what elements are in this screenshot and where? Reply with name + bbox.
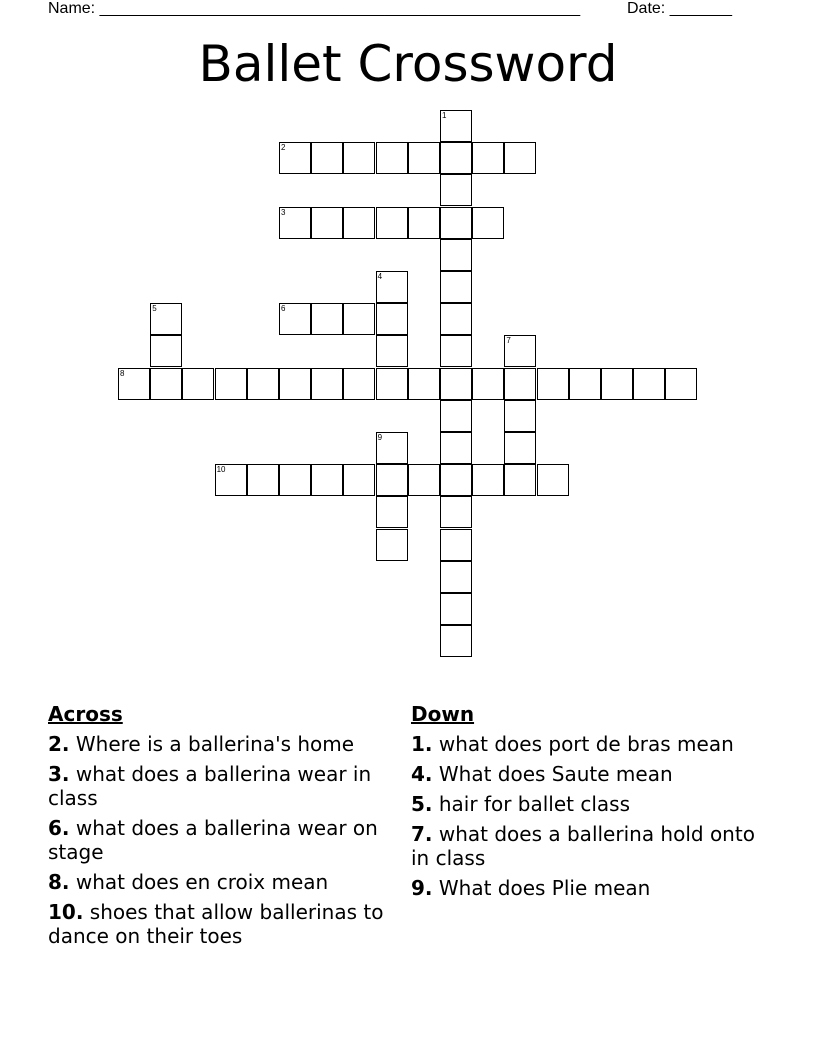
crossword-cell[interactable] bbox=[311, 142, 343, 174]
crossword-cell[interactable] bbox=[376, 207, 408, 239]
crossword-cell[interactable] bbox=[440, 239, 472, 271]
crossword-cell[interactable] bbox=[537, 368, 569, 400]
crossword-cell[interactable] bbox=[440, 110, 472, 142]
clue-text: hair for ballet class bbox=[438, 792, 631, 816]
crossword-cell[interactable] bbox=[343, 368, 375, 400]
cell-number: 4 bbox=[377, 272, 383, 281]
crossword-cell[interactable] bbox=[601, 368, 633, 400]
crossword-cell[interactable] bbox=[504, 142, 536, 174]
clue-number: 7. bbox=[411, 822, 433, 846]
crossword-cell[interactable] bbox=[504, 368, 536, 400]
cell-number: 6 bbox=[281, 304, 286, 314]
crossword-cell[interactable] bbox=[376, 142, 408, 174]
crossword-cell[interactable] bbox=[440, 271, 472, 303]
clue-down-9 bbox=[411, 876, 756, 900]
crossword-cell[interactable] bbox=[150, 335, 182, 367]
clue-number: 5. bbox=[411, 792, 433, 816]
clue-text: what does a ballerina wear in class bbox=[48, 762, 372, 810]
clue-across-6 bbox=[48, 816, 393, 864]
clue-number: 4. bbox=[411, 762, 433, 786]
clue-text: what does en croix mean bbox=[75, 870, 329, 894]
clue-number: 3. bbox=[48, 762, 70, 786]
crossword-cell[interactable] bbox=[182, 368, 214, 400]
clue-number: 10. bbox=[48, 900, 84, 924]
crossword-cell[interactable] bbox=[376, 464, 408, 496]
crossword-cell[interactable] bbox=[215, 464, 247, 496]
cell-number: 3 bbox=[281, 207, 286, 217]
crossword-cell[interactable] bbox=[440, 625, 472, 657]
cell-number: 5 bbox=[152, 304, 157, 314]
crossword-cell[interactable] bbox=[440, 303, 472, 335]
crossword-cell[interactable] bbox=[440, 368, 472, 400]
crossword-cell[interactable] bbox=[408, 464, 440, 496]
clue-text: what does a ballerina wear on stage bbox=[48, 816, 378, 864]
clue-text: shoes that allow ballerinas to dance on their toes bbox=[48, 900, 384, 948]
clue-number: 1. bbox=[411, 732, 433, 756]
clue-text: what does port de bras mean bbox=[438, 732, 734, 756]
crossword-cell[interactable] bbox=[279, 142, 311, 174]
crossword-cell[interactable] bbox=[247, 464, 279, 496]
clue-down-4 bbox=[411, 762, 756, 786]
crossword-cell[interactable] bbox=[440, 174, 472, 206]
crossword-cell[interactable] bbox=[440, 496, 472, 528]
crossword-cell[interactable] bbox=[279, 303, 311, 335]
cell-number: 9 bbox=[377, 433, 383, 442]
crossword-cell[interactable] bbox=[343, 142, 375, 174]
cell-number: 10 bbox=[216, 465, 226, 475]
crossword-cell[interactable] bbox=[440, 432, 472, 464]
crossword-cell[interactable] bbox=[504, 335, 536, 367]
crossword-cell[interactable] bbox=[343, 207, 375, 239]
clue-across-3 bbox=[48, 762, 393, 810]
crossword-cell[interactable] bbox=[440, 561, 472, 593]
crossword-cell[interactable] bbox=[408, 142, 440, 174]
down-clues bbox=[411, 702, 756, 906]
crossword-cell[interactable] bbox=[376, 432, 408, 464]
crossword-cell[interactable] bbox=[504, 432, 536, 464]
crossword-cell[interactable] bbox=[440, 142, 472, 174]
crossword-cell[interactable] bbox=[215, 368, 247, 400]
crossword-cell[interactable] bbox=[343, 464, 375, 496]
crossword-cell[interactable] bbox=[408, 207, 440, 239]
crossword-cell[interactable] bbox=[472, 207, 504, 239]
crossword-cell[interactable] bbox=[279, 207, 311, 239]
cell-number: 2 bbox=[281, 143, 286, 153]
crossword-cell[interactable] bbox=[440, 335, 472, 367]
crossword-cell[interactable] bbox=[279, 368, 311, 400]
cell-number: 7 bbox=[506, 336, 511, 346]
name-field-line[interactable]: Name: ______________________________________________________ bbox=[48, 0, 581, 17]
clue-down-5 bbox=[411, 792, 756, 816]
crossword-cell[interactable] bbox=[440, 464, 472, 496]
crossword-cell[interactable] bbox=[408, 368, 440, 400]
crossword-cell[interactable] bbox=[440, 400, 472, 432]
crossword-cell[interactable] bbox=[311, 303, 343, 335]
clue-text: What does Saute mean bbox=[438, 762, 673, 786]
across-clues bbox=[48, 702, 393, 954]
crossword-cell[interactable] bbox=[633, 368, 665, 400]
crossword-cell[interactable] bbox=[247, 368, 279, 400]
crossword-cell[interactable] bbox=[279, 464, 311, 496]
crossword-cell[interactable] bbox=[376, 368, 408, 400]
clue-text: What does Plie mean bbox=[438, 876, 651, 900]
crossword-cell[interactable] bbox=[440, 529, 472, 561]
crossword-cell[interactable] bbox=[504, 400, 536, 432]
crossword-cell[interactable] bbox=[472, 368, 504, 400]
crossword-cell[interactable] bbox=[569, 368, 601, 400]
crossword-cell[interactable] bbox=[440, 593, 472, 625]
clue-down-1 bbox=[411, 732, 756, 756]
clue-number: 2. bbox=[48, 732, 70, 756]
clue-text: what does a ballerina hold onto in class bbox=[411, 822, 755, 870]
clue-down-7 bbox=[411, 822, 756, 870]
date-field-line[interactable]: Date: _______ bbox=[627, 0, 732, 17]
cell-number: 1 bbox=[442, 111, 447, 120]
clue-across-8 bbox=[48, 870, 393, 894]
crossword-cell[interactable] bbox=[311, 207, 343, 239]
crossword-cell[interactable] bbox=[343, 303, 375, 335]
across-heading: Across bbox=[48, 702, 123, 726]
crossword-cell[interactable] bbox=[118, 368, 150, 400]
crossword-cell[interactable] bbox=[440, 207, 472, 239]
clue-across-2 bbox=[48, 732, 393, 756]
crossword-cell[interactable] bbox=[376, 303, 408, 335]
crossword-cell[interactable] bbox=[665, 368, 697, 400]
crossword-cell[interactable] bbox=[311, 464, 343, 496]
crossword-cell[interactable] bbox=[376, 529, 408, 561]
crossword-cell[interactable] bbox=[376, 496, 408, 528]
crossword-cell[interactable] bbox=[504, 464, 536, 496]
clue-text: Where is a ballerina's home bbox=[75, 732, 355, 756]
crossword-cell[interactable] bbox=[537, 464, 569, 496]
crossword-cell[interactable] bbox=[472, 142, 504, 174]
crossword-cell[interactable] bbox=[376, 271, 408, 303]
crossword-cell[interactable] bbox=[472, 464, 504, 496]
clue-across-10 bbox=[48, 900, 393, 948]
crossword-cell[interactable] bbox=[311, 368, 343, 400]
down-heading: Down bbox=[411, 702, 475, 726]
crossword-cell[interactable] bbox=[376, 335, 408, 367]
cell-number: 8 bbox=[120, 368, 125, 378]
clue-number: 9. bbox=[411, 876, 433, 900]
clue-number: 8. bbox=[48, 870, 70, 894]
crossword-cell[interactable] bbox=[150, 303, 182, 335]
clue-number: 6. bbox=[48, 816, 70, 840]
crossword-cell[interactable] bbox=[150, 368, 182, 400]
page-title: Ballet Crossword bbox=[198, 35, 618, 93]
